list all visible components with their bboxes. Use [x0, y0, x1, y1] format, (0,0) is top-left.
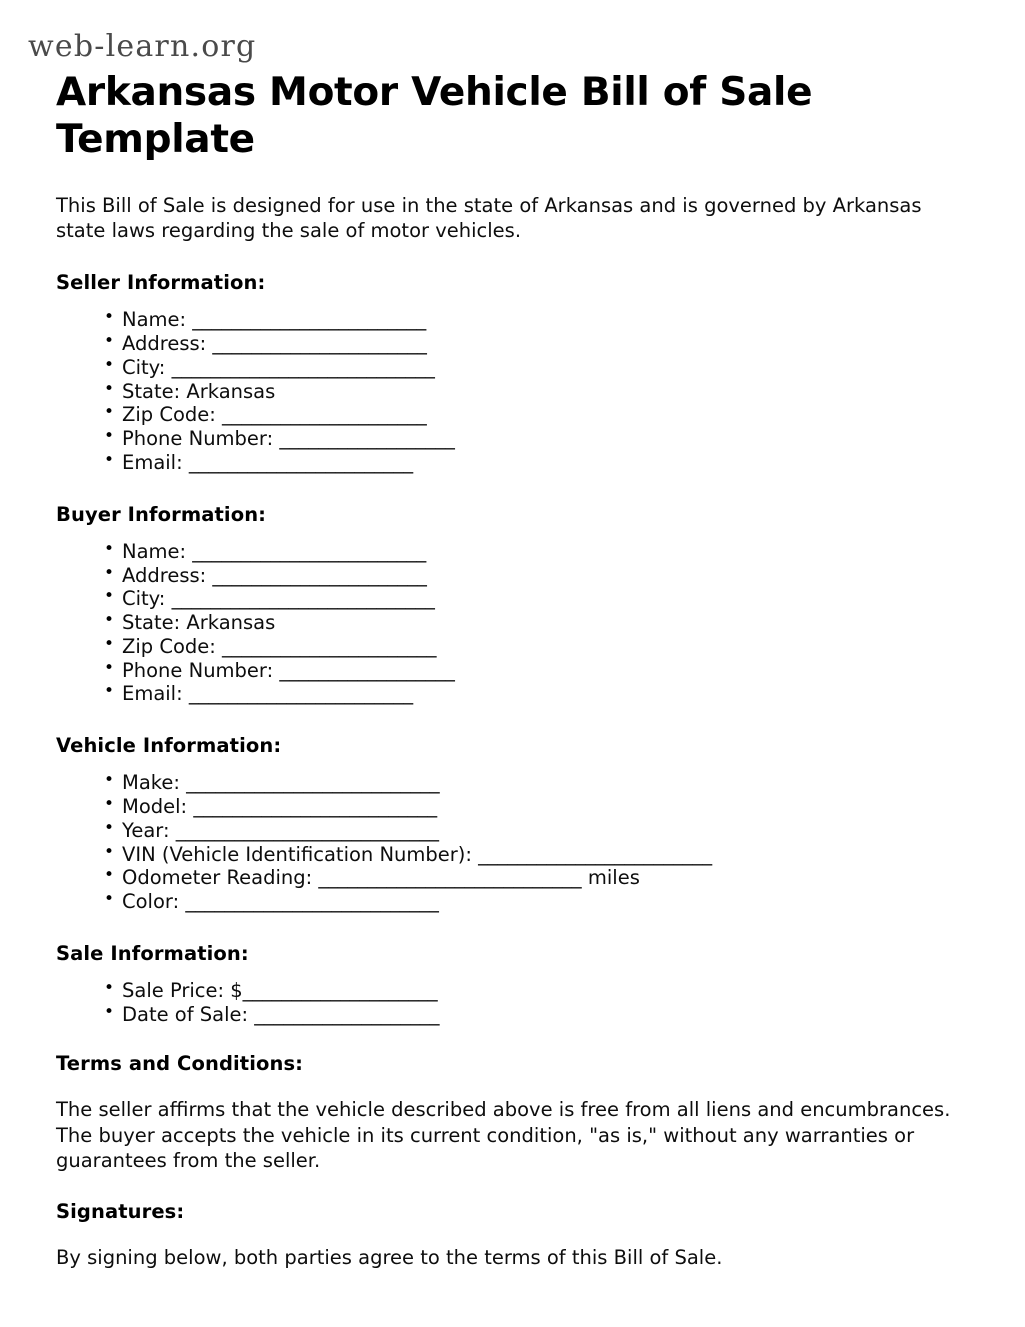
- list-item: • City: ___________________________: [104, 587, 956, 611]
- signatures-paragraph: By signing below, both parties agree to the terms of this Bill of Sale.: [56, 1245, 723, 1269]
- list-item: • Color: __________________________: [104, 890, 956, 914]
- intro-paragraph: This Bill of Sale is designed for use in the state of Arkansas and is governed by Arkansas state laws regarding the sale of motor vehicles.: [56, 193, 922, 242]
- page-title: Arkansas Motor Vehicle Bill of Sale Template: [56, 70, 813, 162]
- list-item: • Sale Price: $____________________: [104, 979, 956, 1003]
- list-item: • Name: ________________________: [104, 540, 956, 564]
- terms-paragraph: The seller affirms that the vehicle described above is free from all liens and encumbrances. The buyer accepts the vehicle in its current condition, "as is," without any warranties or guarantees from the seller.: [56, 1098, 951, 1173]
- list-item: • Odometer Reading: ___________________________ miles: [104, 866, 956, 890]
- section-heading-buyer: Buyer Information:: [56, 502, 267, 526]
- list-item: • Date of Sale: ___________________: [104, 1003, 956, 1027]
- site-wordmark: web-learn.org: [28, 29, 257, 64]
- section-heading-terms: Terms and Conditions:: [56, 1052, 304, 1076]
- list-item: • VIN (Vehicle Identification Number): ________________________: [104, 843, 956, 867]
- document-content: [56, 70, 956, 1270]
- list-item: • Address: ______________________: [104, 332, 956, 356]
- list-item: • Zip Code: _____________________: [104, 403, 956, 427]
- vehicle-field-list: [56, 771, 956, 914]
- list-item: • State: Arkansas: [104, 611, 956, 635]
- section-heading-signatures: Signatures:: [56, 1199, 185, 1223]
- list-item: • State: Arkansas: [104, 380, 956, 404]
- list-item: • Year: ___________________________: [104, 819, 956, 843]
- section-heading-sale: Sale Information:: [56, 941, 249, 965]
- list-item: • Email: _______________________: [104, 451, 956, 475]
- list-item: • Name: ________________________: [104, 308, 956, 332]
- sale-field-list: [56, 979, 956, 1027]
- seller-field-list: [56, 308, 956, 474]
- list-item: • City: ___________________________: [104, 356, 956, 380]
- section-heading-vehicle: Vehicle Information:: [56, 734, 282, 758]
- list-item: • Make: __________________________: [104, 771, 956, 795]
- buyer-field-list: [56, 540, 956, 706]
- list-item: • Phone Number: __________________: [104, 427, 956, 451]
- list-item: • Email: _______________________: [104, 682, 956, 706]
- section-heading-seller: Seller Information:: [56, 271, 266, 295]
- list-item: • Phone Number: __________________: [104, 659, 956, 683]
- list-item: • Model: _________________________: [104, 795, 956, 819]
- list-item: • Zip Code: ______________________: [104, 635, 956, 659]
- list-item: • Address: ______________________: [104, 564, 956, 588]
